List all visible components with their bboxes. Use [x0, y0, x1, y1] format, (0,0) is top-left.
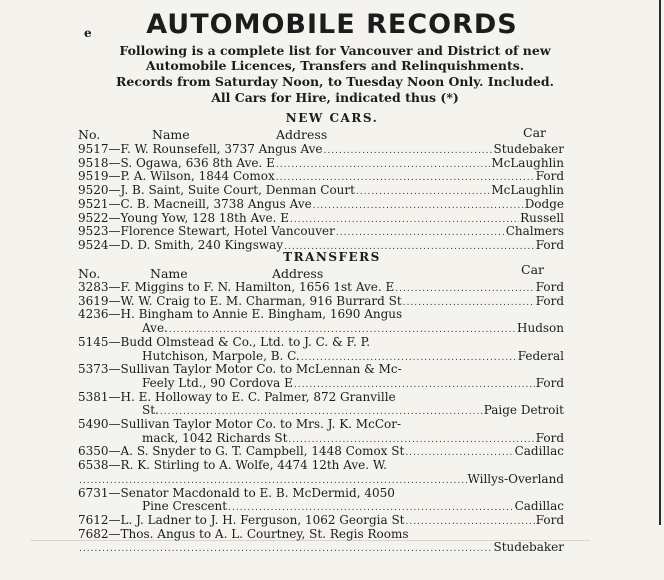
- entry-text: 5490—Sullivan Taylor Motor Co. to Mrs. J. K. McCor-: [78, 417, 402, 431]
- transfer-entry: [78, 445, 564, 458]
- entry-text: mack, 1042 Richards St: [142, 430, 288, 445]
- entry-text: 5373—Sullivan Taylor Motor Co. to McLennan & Mc-: [78, 362, 402, 377]
- transfer-entry: [78, 487, 564, 500]
- entry-car: Ford: [535, 280, 564, 294]
- new-car-entry: [78, 225, 564, 238]
- entry-car: Federal: [517, 348, 564, 363]
- intro-line-2: Automobile Licences, Transfers and Relinquishments.: [145, 58, 525, 73]
- entry-car: Willys-Overland: [467, 471, 564, 486]
- new-car-entry: [78, 184, 564, 197]
- intro-line-1: Following is a complete list for Vancouver and District of new: [119, 43, 551, 58]
- transfer-entry: [78, 528, 564, 541]
- page-title: AUTOMOBILE RECORDS: [146, 9, 518, 40]
- entry-car: Ford: [535, 375, 564, 390]
- new-cars-col-address: Address: [276, 127, 328, 142]
- entry-car: Paige Detroit: [483, 403, 564, 418]
- transfer-entry-continuation: [78, 500, 564, 513]
- new-cars-col-car: Car: [523, 125, 546, 140]
- transfer-entry: [78, 514, 564, 527]
- transfers-col-no: No.: [78, 266, 101, 281]
- entry-text: Hutchison, Marpole, B. C.: [142, 348, 300, 363]
- entry-car: Ford: [535, 430, 564, 445]
- new-car-entry: [78, 143, 564, 156]
- entry-car: Ford: [535, 237, 564, 252]
- new-car-entry: [78, 212, 564, 225]
- entry-text: 9519—P. A. Wilson, 1844 Comox: [78, 169, 275, 184]
- entry-text: Feely Ltd., 90 Cordova E: [142, 375, 293, 390]
- new-car-entry: [78, 157, 564, 170]
- entry-text: 6350—A. S. Snyder to G. T. Campbell, 1448 Comox St: [78, 444, 405, 459]
- transfer-entry: [78, 281, 564, 294]
- transfers-heading: TRANSFERS: [283, 250, 381, 264]
- transfers-col-car: Car: [521, 262, 544, 277]
- transfer-entry-continuation: [78, 541, 564, 554]
- entry-text: 9521—C. B. Macneill, 3738 Angus Ave: [78, 196, 312, 211]
- leader-dots: [79, 543, 493, 556]
- entry-text: 9520—J. B. Saint, Suite Court, Denman Court: [78, 183, 355, 198]
- new-car-entry: [78, 170, 564, 183]
- entry-car: Cadillac: [514, 444, 564, 459]
- entry-text: 3283—F. Miggins to F. N. Hamilton, 1656 1st Ave. E: [78, 280, 395, 294]
- entry-text: 6538—R. K. Stirling to A. Wolfe, 4474 12th Ave. W.: [78, 458, 387, 473]
- entry-text: 3619—W. W. Craig to E. M. Charman, 916 Burrard St: [78, 293, 402, 308]
- new-car-entry: [78, 198, 564, 211]
- entry-car: Dodge: [524, 196, 564, 211]
- entry-car: Cadillac: [514, 499, 564, 514]
- entry-text: 9522—Young Yow, 128 18th Ave. E: [78, 210, 289, 225]
- entry-text: 7682—Thos. Angus to A. L. Courtney, St. Regis Rooms: [78, 526, 409, 541]
- entry-car: Chalmers: [505, 224, 564, 239]
- transfer-entry-continuation: [78, 432, 564, 445]
- transfer-entry-continuation: [78, 473, 564, 486]
- transfer-entry-continuation: [78, 404, 564, 417]
- transfer-entry: [78, 308, 564, 321]
- new-cars-col-no: No.: [78, 127, 101, 142]
- new-cars-col-name: Name: [152, 127, 190, 142]
- entry-car: Hudson: [517, 321, 564, 336]
- transfers-col-address: Address: [272, 266, 324, 281]
- entry-text: 9523—Florence Stewart, Hotel Vancouver: [78, 224, 335, 239]
- transfer-entry: [78, 363, 564, 376]
- transfer-entry: [78, 336, 564, 349]
- entry-car: McLaughlin: [491, 155, 564, 170]
- entry-text: 6731—Senator Macdonald to E. B. McDermid, 4050: [78, 485, 395, 500]
- entry-text: 5145—Budd Olmstead & Co., Ltd. to J. C. & F. P.: [78, 334, 371, 349]
- transfers-col-name: Name: [150, 266, 188, 281]
- transfer-entry: [78, 295, 564, 308]
- entry-car: Studebaker: [493, 142, 564, 156]
- transfer-entry-continuation: [78, 377, 564, 390]
- transfer-entry-continuation: [78, 350, 564, 363]
- entry-text: 9524—D. D. Smith, 240 Kingsway: [78, 237, 284, 252]
- entry-text: St.: [142, 403, 159, 418]
- entry-car: McLaughlin: [491, 183, 564, 198]
- entry-text: 9517—F. W. Rounsefell, 3737 Angus Ave: [78, 142, 323, 156]
- entry-car: Studebaker: [493, 540, 564, 555]
- entry-text: Ave.: [142, 321, 168, 336]
- transfer-entry: [78, 391, 564, 404]
- entry-text: Pine Crescent: [142, 499, 228, 514]
- title-ornament: e: [84, 26, 92, 40]
- intro-line-3: Records from Saturday Noon, to Tuesday Noon Only. Included.: [116, 74, 554, 89]
- transfer-entry-continuation: [78, 322, 564, 335]
- entry-car: Ford: [535, 169, 564, 184]
- transfer-entry: [78, 459, 564, 472]
- entry-text: 4236—H. Bingham to Annie E. Bingham, 1690 Angus: [78, 307, 403, 322]
- transfer-entry: [78, 418, 564, 431]
- entry-car: Ford: [535, 293, 564, 308]
- intro-line-4: All Cars for Hire, indicated thus (*): [211, 90, 459, 105]
- entry-text: 5381—H. E. Holloway to E. C. Palmer, 872 Granville: [78, 389, 396, 404]
- new-cars-heading: NEW CARS.: [285, 111, 379, 125]
- entry-text: 7612—L. J. Ladner to J. H. Ferguson, 1062 Georgia St: [78, 512, 405, 527]
- entry-text: 9518—S. Ogawa, 636 8th Ave. E: [78, 155, 275, 170]
- entry-car: Ford: [535, 512, 564, 527]
- entry-car: Russell: [520, 210, 564, 225]
